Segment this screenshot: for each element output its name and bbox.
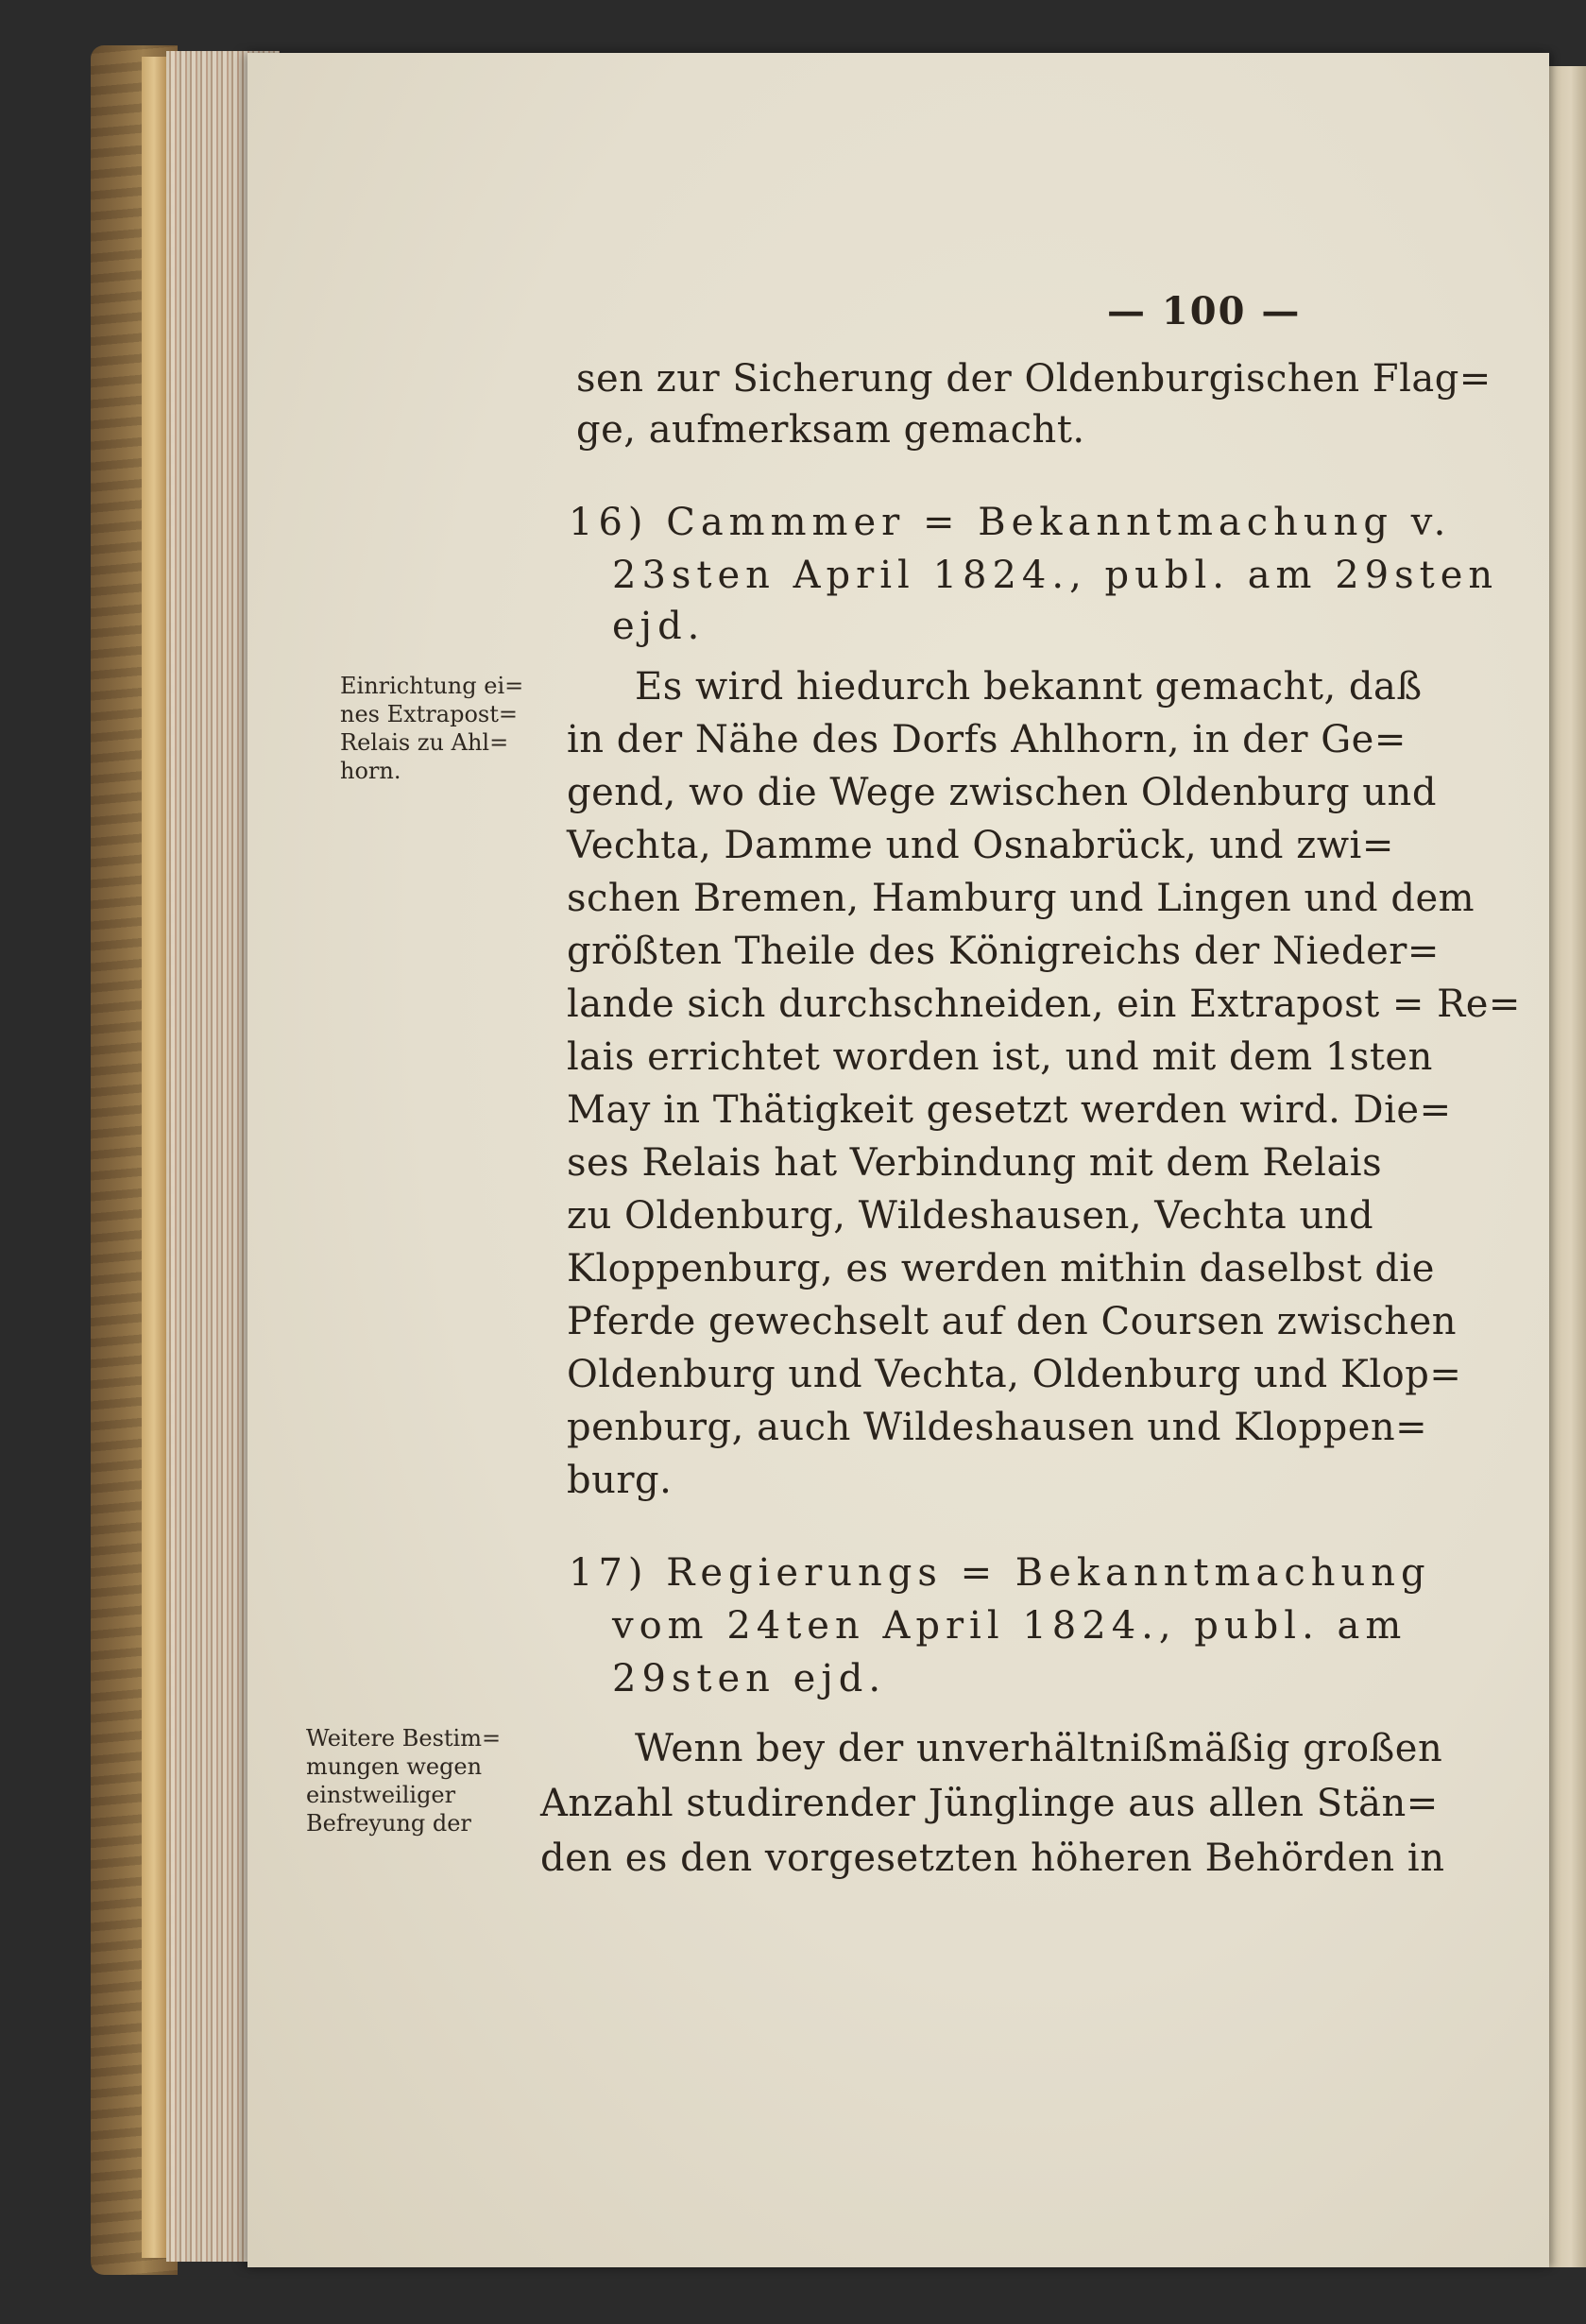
body-line: lais errichtet worden ist, und mit dem 1sten	[567, 1035, 1433, 1079]
section-17-heading: 17) Regierungs = Bekanntmachung	[569, 1551, 1431, 1595]
margin-note-line: Weitere Bestim=	[306, 1725, 502, 1752]
margin-note-line: mungen wegen	[306, 1753, 483, 1780]
body-line: Anzahl studirender Jünglinge aus allen Stän=	[540, 1782, 1439, 1825]
margin-note-line: Einrichtung ei=	[340, 673, 524, 699]
binding-edge	[142, 57, 166, 2258]
body-line: ses Relais hat Verbindung mit dem Relais	[567, 1141, 1383, 1185]
body-line: Wenn bey der unverhältnißmäßig großen	[635, 1727, 1443, 1770]
body-line: schen Bremen, Hamburg und Lingen und dem	[567, 877, 1475, 920]
body-line: zu Oldenburg, Wildeshausen, Vechta und	[567, 1194, 1374, 1238]
margin-note-line: Befreyung der	[306, 1810, 471, 1837]
section-16-heading: 23sten April 1824., publ. am 29sten	[612, 554, 1499, 597]
body-line: Oldenburg und Vechta, Oldenburg und Klop=	[567, 1353, 1462, 1396]
body-line: burg.	[567, 1459, 673, 1502]
body-line: gend, wo die Wege zwischen Oldenburg und	[567, 771, 1437, 814]
body-line: Kloppenburg, es werden mithin daselbst die	[567, 1247, 1435, 1290]
section-16-heading: 16) Cammmer = Bekanntmachung v.	[569, 501, 1452, 544]
body-line: den es den vorgesetzten höheren Behörden in	[540, 1837, 1445, 1880]
body-line: Vechta, Damme und Osnabrück, und zwi=	[567, 824, 1394, 867]
margin-note-line: horn.	[340, 758, 401, 784]
section-16-heading: ejd.	[612, 605, 706, 648]
body-line: May in Thätigkeit gesetzt werden wird. Die=	[567, 1088, 1452, 1132]
body-line: penburg, auch Wildeshausen und Kloppen=	[567, 1406, 1428, 1449]
body-line: größten Theile des Königreichs der Nieder=	[567, 930, 1440, 973]
text-line: ge, aufmerksam gemacht.	[576, 408, 1085, 452]
body-line: in der Nähe des Dorfs Ahlhorn, in der Ge=	[567, 718, 1407, 761]
margin-note-line: Relais zu Ahl=	[340, 729, 509, 756]
margin-note-line: nes Extrapost=	[340, 701, 518, 727]
body-line: lande sich durchschneiden, ein Extrapost = Re=	[567, 983, 1521, 1026]
text-line: sen zur Sicherung der Oldenburgischen Flag=	[576, 357, 1492, 401]
body-line: Pferde gewechselt auf den Coursen zwischen	[567, 1300, 1457, 1343]
section-17-heading: 29sten ejd.	[612, 1657, 887, 1700]
body-line: Es wird hiedurch bekannt gemacht, daß	[635, 665, 1423, 709]
book-page	[247, 53, 1549, 2267]
page-number: — 100 —	[1107, 289, 1302, 333]
facing-page-edge	[1548, 66, 1586, 2267]
margin-note-line: einstweiliger	[306, 1782, 456, 1808]
section-17-heading: vom 24ten April 1824., publ. am	[612, 1604, 1407, 1648]
